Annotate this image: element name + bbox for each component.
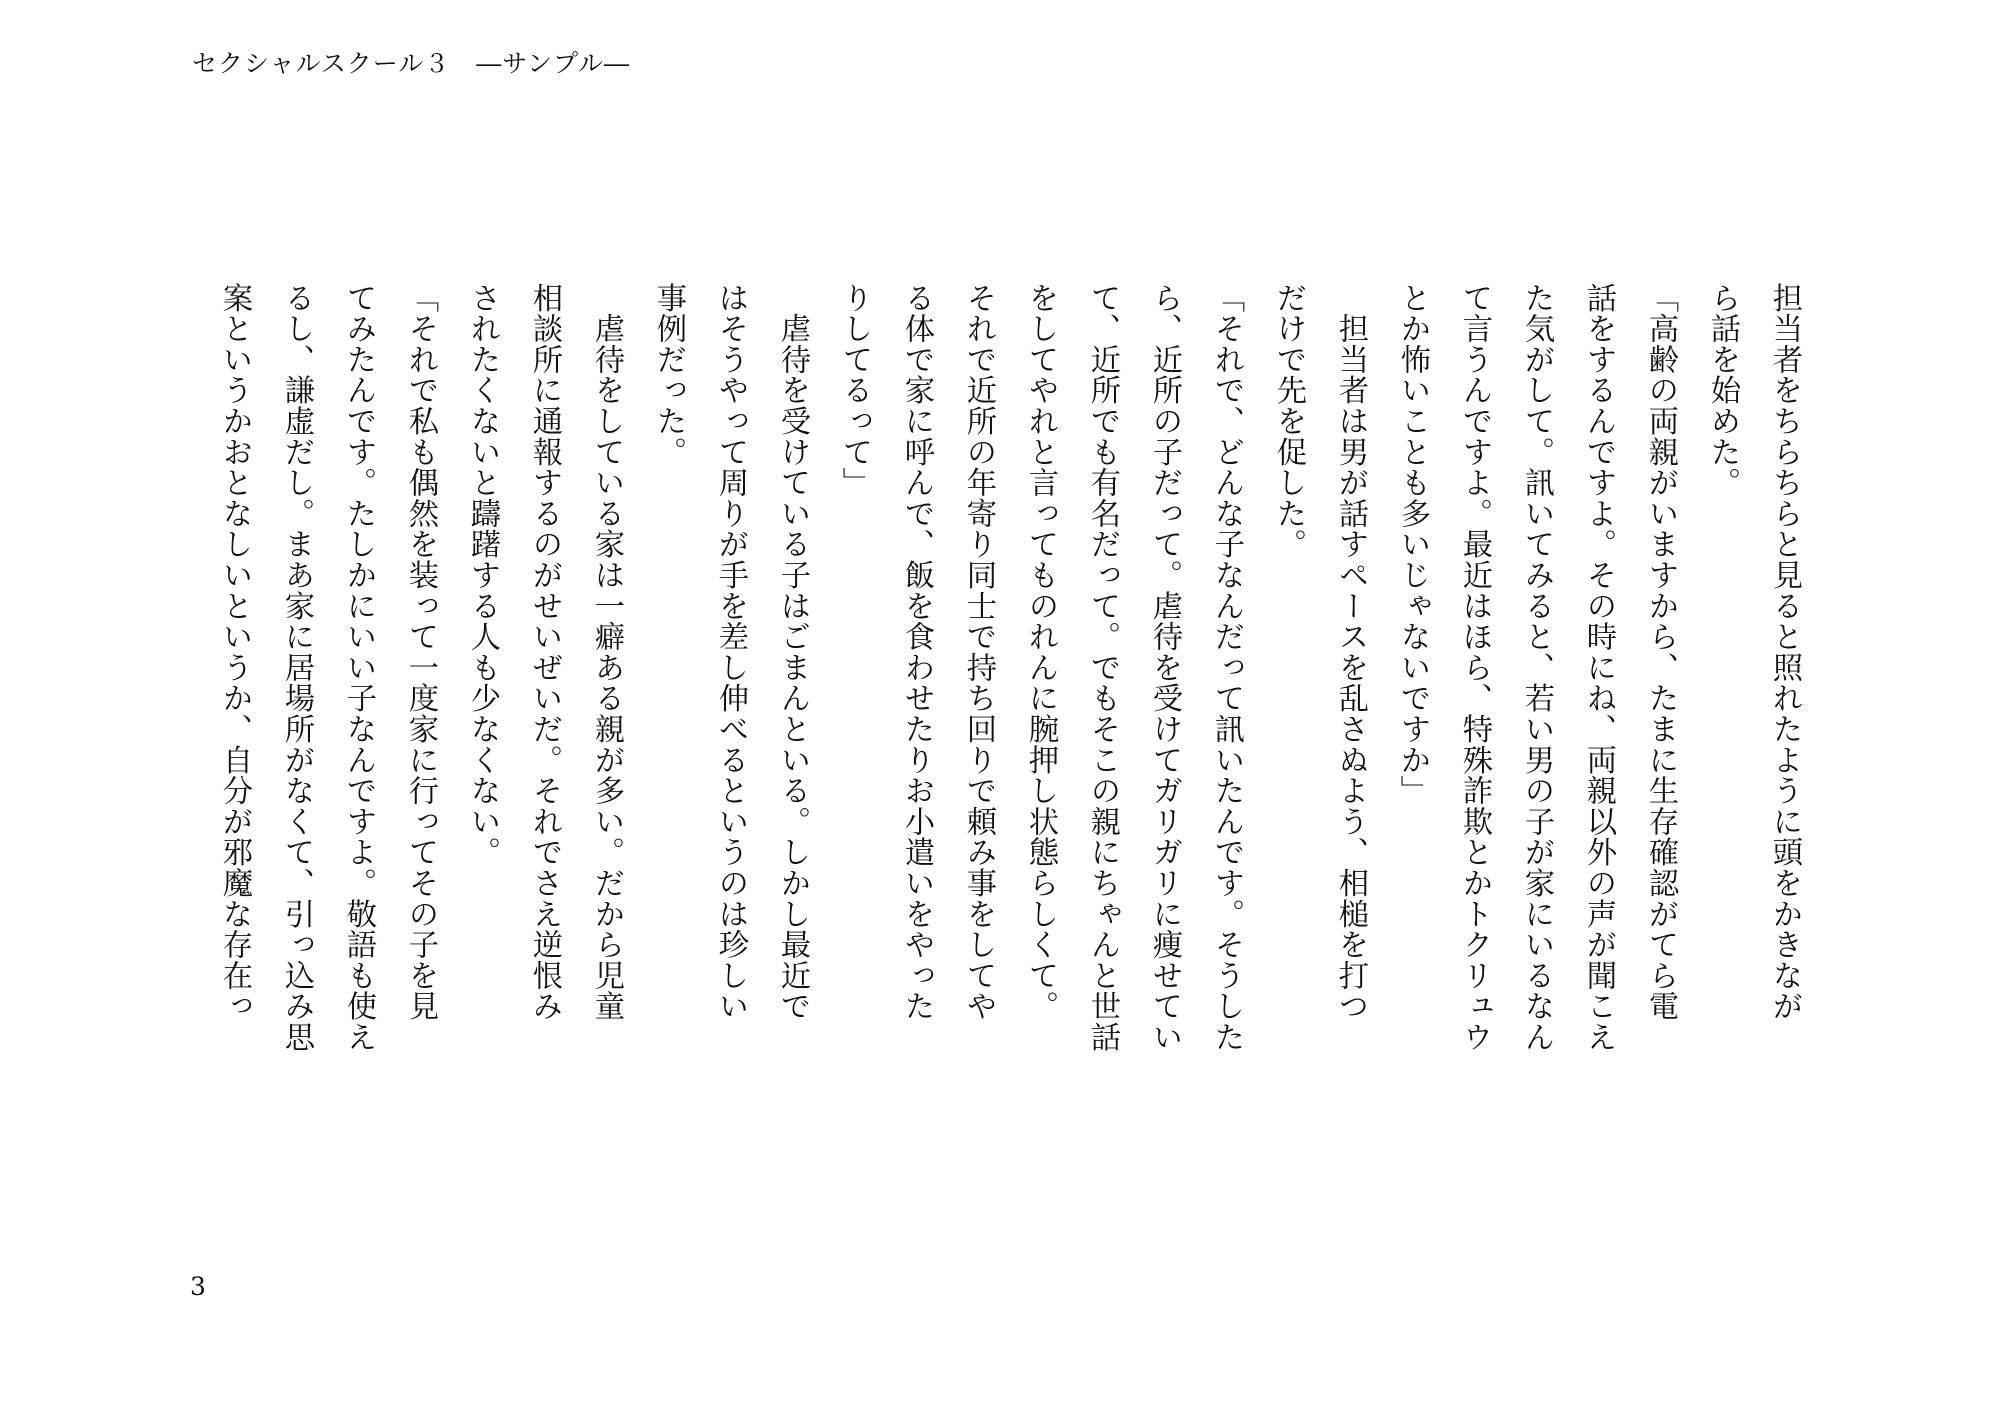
text-line: をしてやれと言ってものれんに腕押し状態らしくて。 (1023, 282, 1058, 1022)
text-line: 相談所に通報するのがせいぜいだ。それでさえ逆恨み (527, 282, 562, 1022)
text-line: て言うんですよ。最近はほら、特殊詐欺とかトクリュウ (1457, 282, 1492, 1052)
text-line: てみたんです。たしかにいい子なんですよ。敬語も使え (341, 282, 376, 1052)
text-line: 「それで、どんな子なんだって訊いたんです。そうした (1209, 282, 1244, 1052)
text-line: 案というかおとなしいというか、自分が邪魔な存在っ (217, 282, 252, 1022)
text-line: とか怖いことも多いじゃないですか」 (1395, 282, 1430, 806)
page-header-title: セクシャルスクール３ ―サンプル― (192, 49, 631, 78)
text-line: それで近所の年寄り同士で持ち回りで頼み事をしてや (961, 282, 996, 1022)
body-text (203, 282, 1815, 1154)
text-line: だけで先を促した。 (1271, 282, 1306, 560)
text-line: るし、謙虚だし。まあ家に居場所がなくて、引っ込み思 (279, 282, 314, 1052)
text-line: 虐待を受けている子はごまんといる。しかし最近で (775, 282, 810, 1022)
text-line: 「高齢の両親がいますから、たまに生存確認がてら電 (1643, 282, 1678, 1022)
text-line: りしてるって」 (837, 282, 872, 498)
text-line: 担当者は男が話すペースを乱さぬよう、相槌を打つ (1333, 282, 1368, 1022)
text-line: はそうやって周りが手を差し伸べるというのは珍しい (713, 282, 748, 1022)
text-line: 話をするんですよ。その時にね、両親以外の声が聞こえ (1581, 282, 1616, 1052)
text-line: 「それで私も偶然を装って一度家に行ってその子を見 (403, 282, 438, 1022)
text-line: 担当者をちらちらと見ると照れたように頭をかきなが (1767, 282, 1802, 1022)
text-line: ら、近所の子だって。虐待を受けてガリガリに痩せてい (1147, 282, 1182, 1052)
text-line: されたくないと躊躇する人も少なくない。 (465, 282, 500, 868)
text-line: 虐待をしている家は一癖ある親が多い。だから児童 (589, 282, 624, 1022)
text-line: る体で家に呼んで、飯を食わせたりお小遣いをやった (899, 282, 934, 1022)
text-line: 事例だった。 (651, 282, 686, 467)
page-number: 3 (190, 1272, 206, 1301)
text-line: て、近所でも有名だって。でもそこの親にちゃんと世話 (1085, 282, 1120, 1052)
text-line: た気がして。訊いてみると、若い男の子が家にいるなん (1519, 282, 1554, 1052)
text-line: ら話を始めた。 (1705, 282, 1740, 498)
